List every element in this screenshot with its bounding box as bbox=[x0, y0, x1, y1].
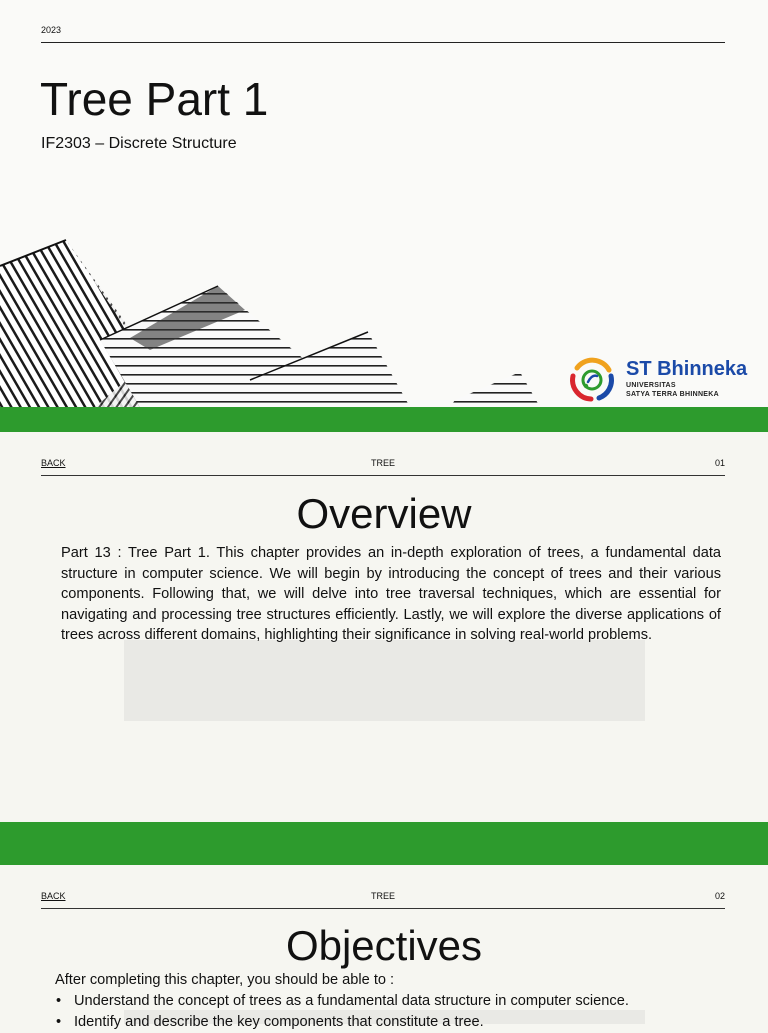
university-logo-icon bbox=[569, 356, 615, 402]
logo-line-1: UNIVERSITAS bbox=[626, 382, 676, 389]
list-item: • Identify and describe the key components that constitute a tree. bbox=[55, 1012, 629, 1033]
header-divider bbox=[41, 475, 725, 476]
back-link[interactable]: BACK bbox=[41, 891, 66, 901]
title-slide bbox=[0, 0, 768, 407]
slide-number: 02 bbox=[714, 891, 725, 901]
title-divider bbox=[41, 42, 725, 43]
slide-year: 2023 bbox=[41, 25, 62, 35]
slide-subtitle: IF2303 – Discrete Structure bbox=[41, 135, 237, 152]
overview-heading: Overview bbox=[296, 490, 472, 537]
buildings-image bbox=[0, 230, 560, 407]
slide-title: Tree Part 1 bbox=[40, 73, 269, 125]
objectives-header bbox=[41, 891, 725, 905]
green-band bbox=[0, 822, 768, 865]
section-label: TREE bbox=[370, 458, 395, 468]
header-divider bbox=[41, 908, 725, 909]
objectives-list bbox=[55, 991, 629, 1033]
overview-body: Part 13 : Tree Part 1. This chapter provides an in-depth exploration of trees, a fundamental data structure in computer science. We will begin by introducing the concept of trees and their various components. Following that, we will delve into tree traversal techniques, which are essential for navigating and processing tree structures efficiently. Lastly, we will explore the diverse applications of trees across different domains, highlighting their significance in solving real-world problems. bbox=[61, 545, 721, 644]
back-link[interactable]: BACK bbox=[41, 458, 66, 468]
logo-line-2: SATYA TERRA BHINNEKA bbox=[626, 391, 719, 398]
logo-name: ST Bhinneka bbox=[626, 358, 748, 380]
objectives-heading: Objectives bbox=[285, 922, 483, 969]
slide-number: 01 bbox=[714, 458, 725, 468]
section-label: TREE bbox=[370, 891, 395, 901]
green-band bbox=[0, 407, 768, 432]
faded-image bbox=[124, 640, 645, 721]
list-item: • Understand the concept of trees as a fundamental data structure in computer science. bbox=[55, 991, 629, 1012]
objectives-intro: After completing this chapter, you should be able to : bbox=[55, 972, 395, 988]
overview-header bbox=[41, 458, 725, 472]
university-logo bbox=[569, 354, 759, 404]
